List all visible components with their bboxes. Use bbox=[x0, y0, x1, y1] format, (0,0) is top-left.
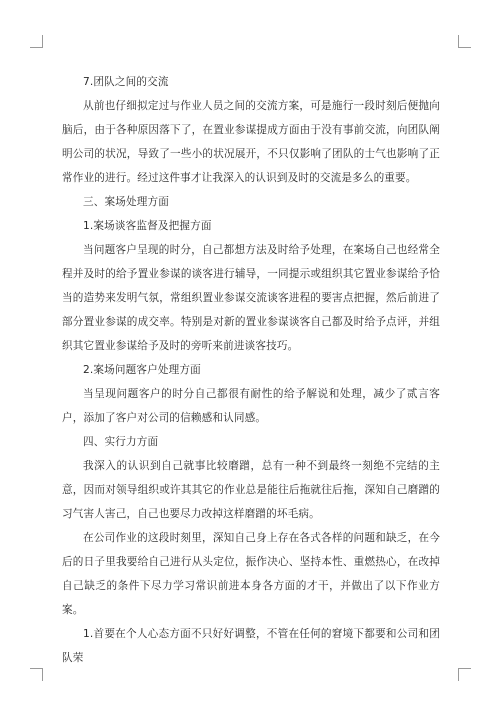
paragraph-self-assessment: 在公司作业的这段时刻里，深知自己身上存在各式各样的问题和缺乏，在今后的日子里我要给自己进行从头定位，振作决心、坚持本性、重燃热心，在改掉自己缺乏的条件下尽力学习常识前进本身各方面的才干，并做出了以下作业方案。 bbox=[62, 532, 440, 616]
crop-mark-top-right bbox=[458, 35, 471, 48]
section-heading-execution: 四、实行力方面 bbox=[83, 436, 159, 448]
paragraph-plan-item-1: 1.首要在个人心态方面不只好好调整，不管在任何的窘境下都要和公司和团队荣 bbox=[62, 628, 440, 664]
document-body bbox=[62, 70, 440, 670]
subheading-client-supervision: 1.案场谈客监督及把握方面 bbox=[83, 220, 212, 232]
crop-mark-bottom-right bbox=[458, 668, 471, 681]
subheading-problem-clients: 2.案场问题客户处理方面 bbox=[83, 364, 201, 376]
paragraph-execution: 我深入的认识到自己就事比较磨蹭，总有一种不到最终一刻绝不完结的主意，因而对领导组织或许其其它的作业总是能往后拖就往后拖，深知自己磨蹭的习气害人害己，自己也要尽力改掉这样磨蹭的坏毛病。 bbox=[62, 460, 440, 520]
paragraph-problem-clients: 当呈现问题客户的时分自己都很有耐性的给予解说和处理，减少了贰言客户，添加了客户对公司的信赖感和认同感。 bbox=[62, 388, 440, 424]
section-heading-team-communication: 7.团队之间的交流 bbox=[83, 76, 169, 88]
crop-mark-top-left bbox=[30, 35, 43, 48]
section-heading-site-management: 三、案场处理方面 bbox=[83, 196, 169, 208]
paragraph-team-communication: 从前也仔细拟定过与作业人员之间的交流方案，可是施行一段时刻后便抛向脑后，由于各种原因落下了，在置业参谋提成方面由于没有事前交流，向团队阐明公司的状况，导致了一些小的状况展开，不只仅影响了团队的士气也影响了正常作业的进行。经过这件事才让我深入的认识到及时的交流是多么的重要。 bbox=[62, 100, 440, 184]
crop-mark-bottom-left bbox=[30, 668, 43, 681]
paragraph-client-supervision: 当问题客户呈现的时分，自己都想方法及时给予处理，在案场自己也经常全程并及时的给予置业参谋的谈客进行辅导，一同提示或组织其它置业参谋给予恰当的造势来发明气氛，常组织置业参谋交流谈客进程的要害点把握，然后前进了部分置业参谋的成交率。特别是对新的置业参谋谈客自己都及时给予点评，并组织其它置业参谋给予及时的旁听来前进谈客技巧。 bbox=[62, 244, 440, 352]
